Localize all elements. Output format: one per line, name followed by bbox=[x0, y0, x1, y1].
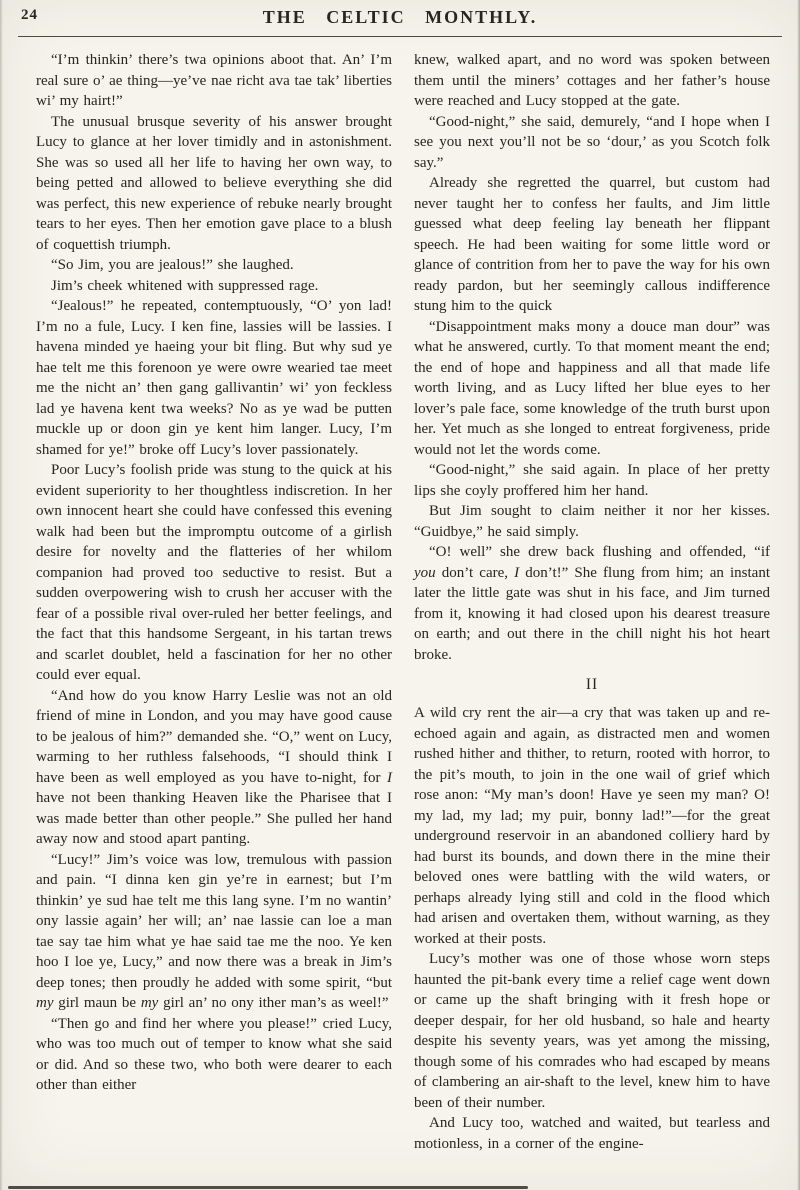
paragraph: Poor Lucy’s foolish pride was stung to the quick at his evident superiority to her thoughtless indiscretion. In her own innocent heart she could have confessed this evening walk had been but the impromptu outcome of a girlish desire for novelty and the flatteries of her whilom companion had proved too seductive to resist. But a sudden overpowering wish to crush her accuser with the fear of a possible rival over-ruled her better feelings, and the fact that this handsome Sergeant, in his tartan trews and scarlet doublet, held a fascination for her no other could ever equal. bbox=[36, 462, 392, 683]
paragraph: knew, walked apart, and no word was spoken between them until the miners’ cottages and her father’s house were reached and Lucy stopped at the gate. bbox=[414, 52, 770, 109]
paragraph: “Jealous!” he repeated, contemptuously, “O’ yon lad! I’m no a fule, Lucy. I ken fine, lassies will be lassies. I havena minded ye haeing your bit fling. But why sud ye hae telt me this forenoon ye were owre wearied tae meet me the nicht an’ then gang gallivantin’ wi’ yon feckless lad ye havena kent twa weeks? No as ye wad be putten muckle up or doon gin ye kent him langer. Lucy, I’m shamed for ye!” broke off Lucy’s lover passionately. bbox=[36, 298, 392, 458]
paragraph: And Lucy too, watched and waited, but tearless and motionless, in a corner of the engine- bbox=[414, 1115, 770, 1152]
page-header bbox=[0, 0, 800, 33]
paragraph: A wild cry rent the air—a cry that was taken up and re-echoed again and again, as distracted men and women rushed hither and thither, to return, rooted with horror, to the pit’s mouth, to join in the one wail of grief which rose anon: “My man’s doon! Have ye seen my man? O! my lad, my lad; my puir, bonny lad!”—for the great underground reservoir in an abandoned colliery hard by had burst its bounds, and down there in the mine their beloved ones were battling with the wild waters, or perhaps already lying still and cold in the flood which had arisen and overtaken them, without warning, as they worked at their posts. bbox=[414, 705, 770, 947]
paragraph: Lucy’s mother was one of those whose worn steps haunted the pit-bank every time a relief cage went down or came up the shaft bringing with it fresh hope or deeper despair, for her old husband, so hale and hearty despite his seventy years, was yet among the missing, though some of his comrades who had escaped by means of clambering an air-shaft to the level, knew him to have been of their number. bbox=[414, 951, 770, 1111]
scan-artifact-bottom-edge bbox=[8, 1186, 528, 1189]
paragraph: Already she regretted the quarrel, but custom had never taught her to confess her faults, and Jim little guessed what deep feeling lay beneath her flippant speech. He had been waiting for some little word or glance of contrition from her to pave the way for his own ready pardon, but her seemingly callous indifference stung him to the quick bbox=[414, 175, 770, 314]
page-number: 24 bbox=[21, 7, 38, 23]
right-column bbox=[414, 50, 770, 1154]
paragraph: “O! well” she drew back flushing and offended, “if you don’t care, I don’t!” She flung from him; an instant later the little gate was shut in his face, and Jim turned from it, knowing it had closed upon his dearest treasure on earth; and out there in the chill night his hot heart broke. bbox=[414, 544, 770, 663]
scan-artifact-left-edge bbox=[0, 0, 3, 1190]
paragraph: “I’m thinkin’ there’s twa opinions aboot that. An’ I’m real sure o’ ae thing—ye’ve nae richt ava tae tak’ liberties wi’ my hairt!” bbox=[36, 52, 392, 109]
paragraph: “So Jim, you are jealous!” she laughed. bbox=[51, 257, 294, 273]
left-column bbox=[36, 50, 392, 1154]
page-title: THE CELTIC MONTHLY. bbox=[262, 7, 538, 27]
paragraph: The unusual brusque severity of his answer brought Lucy to glance at her lover timidly and in astonishment. She was so used all her life to having her own way, to being petted and allowed to believe everything she did was perfect, this new experience of rebuke nearly brought tears to her eyes. Then her emotion gave place to a blush of coquettish triumph. bbox=[36, 113, 392, 253]
paragraph: “Good-night,” she said, demurely, “and I hope when I see you next you’ll not be so ‘dour,’ as you Scotch folk say.” bbox=[414, 113, 770, 171]
paragraph: But Jim sought to claim neither it nor her kisses. “Guidbye,” he said simply. bbox=[414, 503, 770, 540]
paragraph: Jim’s cheek whitened with suppressed rage. bbox=[51, 277, 319, 294]
paragraph: “Disappointment maks mony a douce man dour” was what he answered, curtly. To that moment meant the end; the end of hope and happiness and all that made life worth living, and as Lucy lifted her blue eyes to her lover’s pale face, some knowledge of the truth burst upon her. Yet much as she longed to entreat forgiveness, pride would not let the words come. bbox=[414, 318, 770, 458]
paragraph: “And how do you know Harry Leslie was not an old friend of mine in London, and you may have good cause to be jealous of him?” demanded she. “O,” went on Lucy, warming to her ruthless falsehoods, “I should think I have been as well employed as you have to-night, for I have not been thanking Heaven like the Pharisee that I was made better than other people.” She pulled her hand away now and stood apart panting. bbox=[36, 687, 392, 847]
section-heading: II bbox=[585, 676, 599, 693]
paragraph: “Good-night,” she said again. In place of her pretty lips she coyly proffered him her hand. bbox=[414, 462, 770, 499]
paragraph: “Lucy!” Jim’s voice was low, tremulous with passion and pain. “I dinna ken gin ye’re in earnest; but I’m thinkin’ ye sud hae telt me this lang syne. I’m no wantin’ ony lassie again’ her will; an’ nae lassie can loe a man tae say tae him what ye hae said tae me the noo. Ye ken hoo I loe ye, Lucy,” and now there was a break in Jim’s deep tones; then proudly he added with some spirit, “but my girl maun be my girl an’ no ony ither man’s as weel!” bbox=[36, 851, 392, 1011]
text-columns bbox=[0, 37, 800, 1154]
paragraph: “Then go and find her where you please!” cried Lucy, who was too much out of temper to know what she said or did. And so these two, who both were dearer to each other than either bbox=[36, 1015, 392, 1093]
